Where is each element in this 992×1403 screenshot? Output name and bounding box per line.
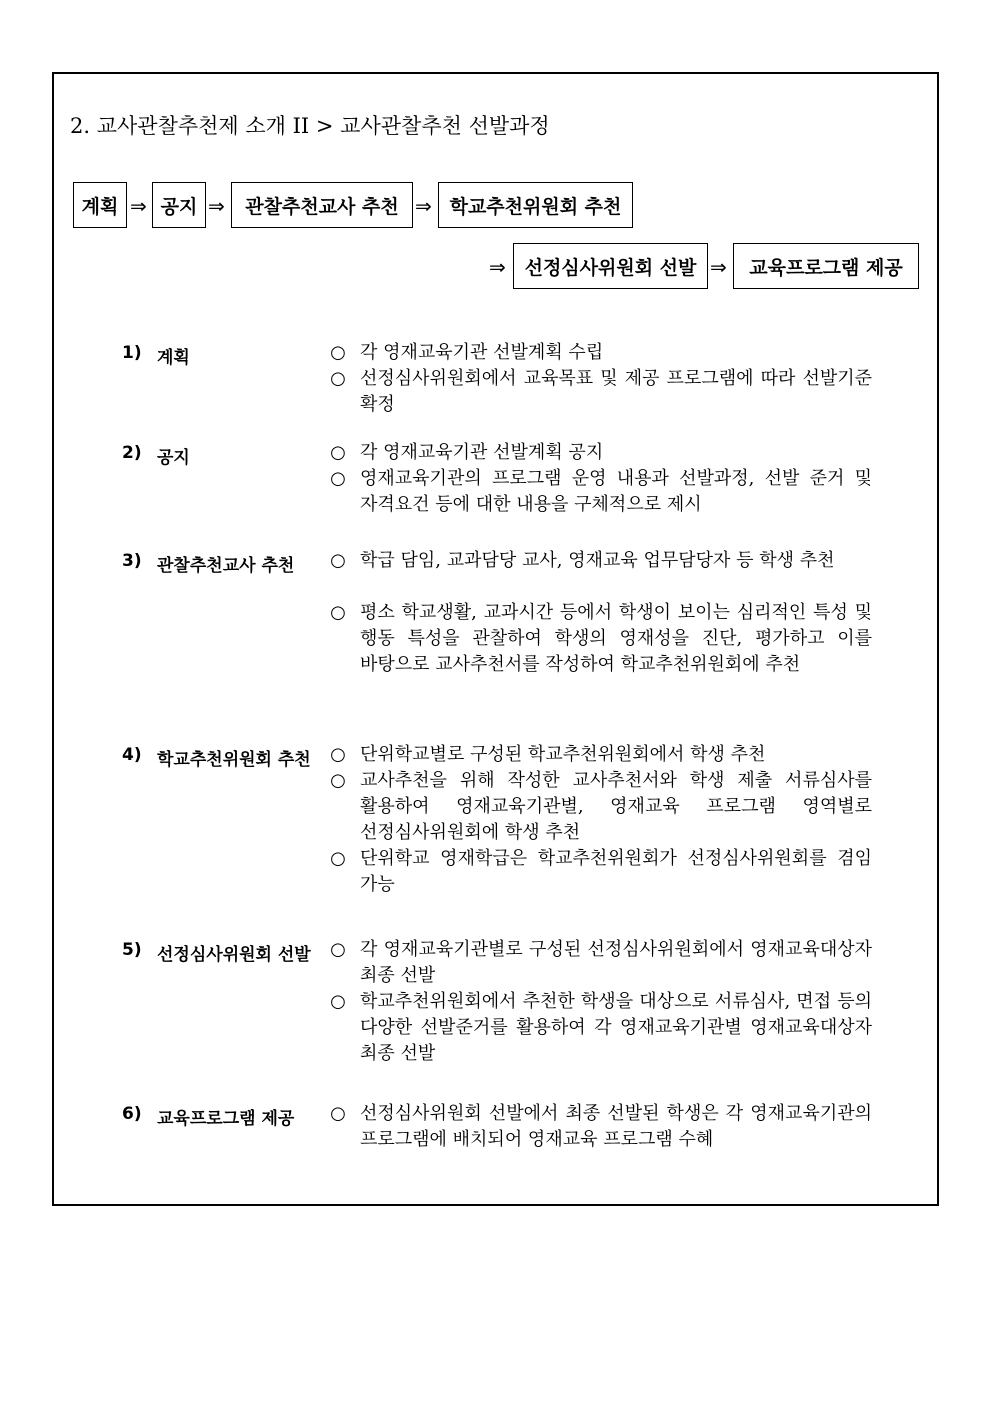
circle-bullet-icon: ○ <box>330 991 346 1012</box>
section-label: 공지 <box>157 448 190 468</box>
list-item-text: 단위학교별로 구성된 학교추천위원회에서 학생 추천 <box>360 744 766 765</box>
list-item <box>327 600 872 678</box>
section-label: 선정심사위원회 선발 <box>157 945 311 965</box>
flow-arrow-icon: ⇒ <box>415 194 432 218</box>
list-item <box>327 548 872 574</box>
list-item <box>327 742 872 768</box>
circle-bullet-icon: ○ <box>330 744 346 765</box>
flow-step-selection-committee: 선정심사위원회 선발 <box>513 243 708 289</box>
circle-bullet-icon: ○ <box>330 848 346 869</box>
list-item-text: 선정심사위원회에서 교육목표 및 제공 프로그램에 따라 선발기준 확정 <box>360 368 872 415</box>
list-item-text: 영재교육기관의 프로그램 운영 내용과 선발과정, 선발 준거 및 자격요건 등에 대한 내용을 구체적으로 제시 <box>360 468 872 515</box>
list-item <box>327 466 872 518</box>
flow-step-program: 교육프로그램 제공 <box>733 243 919 289</box>
section-number: 4) <box>122 745 142 765</box>
section-number: 2) <box>122 443 142 463</box>
list-item <box>327 846 872 898</box>
circle-bullet-icon: ○ <box>330 1103 346 1124</box>
circle-bullet-icon: ○ <box>330 602 346 623</box>
list-item-text: 평소 학교생활, 교과시간 등에서 학생이 보이는 심리적인 특성 및 행동 특성을 관찰하여 학생의 영재성을 진단, 평가하고 이를 바탕으로 교사추천서를 작성하여 학교추천위원회에 추천 <box>360 602 872 675</box>
circle-bullet-icon: ○ <box>330 368 346 389</box>
flow-step-plan: 계획 <box>73 182 127 228</box>
list-item <box>327 440 872 466</box>
section-number: 5) <box>122 940 142 960</box>
list-item <box>327 366 872 418</box>
list-item-text: 선정심사위원회 선발에서 최종 선발된 학생은 각 영재교육기관의 프로그램에 배치되어 영재교육 프로그램 수혜 <box>360 1103 872 1150</box>
list-item-text: 학급 담임, 교과담당 교사, 영재교육 업무담당자 등 학생 추천 <box>360 550 835 571</box>
list-item-text: 각 영재교육기관 선발계획 수립 <box>360 342 604 363</box>
section-number: 1) <box>122 343 142 363</box>
circle-bullet-icon: ○ <box>330 770 346 791</box>
list-item <box>327 768 872 846</box>
list-item-text: 학교추천위원회에서 추천한 학생을 대상으로 서류심사, 면접 등의 다양한 선발준거를 활용하여 각 영재교육기관별 영재교육대상자 최종 선발 <box>360 991 872 1064</box>
flow-arrow-icon: ⇒ <box>489 255 506 279</box>
section-number: 3) <box>122 551 142 571</box>
flow-arrow-icon: ⇒ <box>710 255 727 279</box>
circle-bullet-icon: ○ <box>330 939 346 960</box>
list-item-text: 각 영재교육기관별로 구성된 선정심사위원회에서 영재교육대상자 최종 선발 <box>360 939 872 986</box>
section-number: 6) <box>122 1104 142 1124</box>
flow-step-school-committee: 학교추천위원회 추천 <box>438 182 633 228</box>
list-item <box>327 937 872 989</box>
list-item-text: 단위학교 영재학급은 학교추천위원회가 선정심사위원회를 겸임 가능 <box>360 848 872 895</box>
page-title: 2. 교사관찰추천제 소개 II > 교사관찰추천 선발과정 <box>70 114 550 138</box>
circle-bullet-icon: ○ <box>330 468 346 489</box>
flow-step-notice: 공지 <box>152 182 206 228</box>
list-item-text: 각 영재교육기관 선발계획 공지 <box>360 442 604 463</box>
section-label: 계획 <box>157 348 190 368</box>
circle-bullet-icon: ○ <box>330 342 346 363</box>
list-item-text: 교사추천을 위해 작성한 교사추천서와 학생 제출 서류심사를 활용하여 영재교육기관별, 영재교육 프로그램 영역별로 선정심사위원회에 학생 추천 <box>360 770 872 843</box>
list-item <box>327 340 872 366</box>
flow-arrow-icon: ⇒ <box>208 194 225 218</box>
section-label: 관찰추천교사 추천 <box>157 556 295 576</box>
circle-bullet-icon: ○ <box>330 550 346 571</box>
section-label: 학교추천위원회 추천 <box>157 750 311 770</box>
flow-step-teacher-recommend: 관찰추천교사 추천 <box>231 182 413 228</box>
flow-arrow-icon: ⇒ <box>130 194 147 218</box>
list-item <box>327 1101 872 1153</box>
circle-bullet-icon: ○ <box>330 442 346 463</box>
list-item <box>327 989 872 1067</box>
section-label: 교육프로그램 제공 <box>157 1109 295 1129</box>
